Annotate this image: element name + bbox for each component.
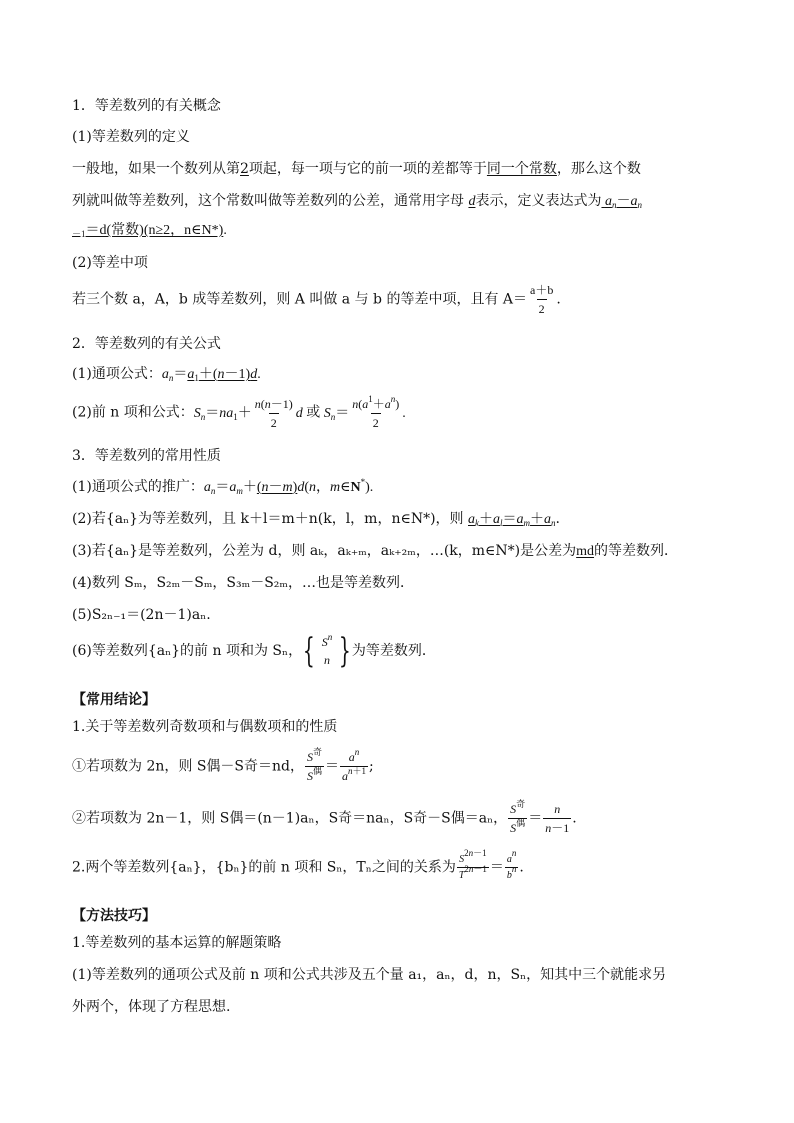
- text: (2)若{aₙ}为等差数列，且 k＋l＝m＋n(k，l，m，n∈N*)，则: [72, 511, 464, 527]
- formula: $S_n=na_1+$ $\frac{n(n-1)}{2}$ d: [193, 397, 303, 430]
- section-1-title: 1．等差数列的有关概念: [72, 98, 221, 114]
- underlined-term: 同一个常数: [486, 161, 557, 177]
- underlined-term: md: [576, 544, 595, 559]
- definition-line-2: [72, 191, 642, 212]
- definition-subtitle: (1)等差数列的定义: [72, 129, 190, 145]
- conclusion-heading: 【常用结论】: [72, 692, 156, 708]
- underlined-term: 2: [240, 161, 249, 177]
- fraction: $\frac{n}{n-1}$: [545, 802, 570, 835]
- method-heading: 【方法技巧】: [72, 908, 156, 924]
- definition-formula-b: $_{-1}$＝d(常数)(n≥2，n∈N*): [72, 223, 224, 239]
- formula: $a_n=a_1+(n-1)d$.: [161, 367, 261, 383]
- text: 表示，定义表达式为: [475, 193, 602, 209]
- sum-formula: [72, 396, 406, 431]
- text: 或: [306, 404, 321, 421]
- text: 的等差数列．: [594, 543, 679, 559]
- property-6: [72, 631, 436, 671]
- text: (6)等差数列{aₙ}的前 n 项和为 Sₙ，: [72, 643, 303, 659]
- general-term-formula: [72, 364, 261, 385]
- definition-line-1: [72, 159, 641, 179]
- method-1-line-2: 外两个，体现了方程思想.: [72, 999, 231, 1015]
- conclusion-1-title: 1.关于等差数列奇数项和与偶数项和的性质: [72, 719, 338, 735]
- conclusion-1a: ①若项数为 2n，则 S偶－S奇＝nd， $\frac{S^奇}{S^偶}$ ＝ $\frac{a^n}{a^{n+1}}$ ;: [72, 747, 374, 783]
- text: (1)通项公式的推广：: [72, 479, 204, 495]
- text: ①若项数为 2n，则 S偶－S奇＝nd，: [72, 758, 304, 775]
- fraction: $\frac{a^n}{b^n}$: [506, 848, 517, 881]
- property-3: [72, 541, 678, 562]
- text: (1)通项公式：: [72, 366, 162, 382]
- fraction: $\frac{S^{2n-1}}{T^{2n-1}}$: [458, 848, 487, 881]
- property-5: (5)S₂ₙ₋₁＝(2n－1)aₙ.: [72, 607, 211, 623]
- formula: $a_n=a_m+(n-m)d(n$，m∈N*).: [203, 477, 374, 496]
- fraction: $\frac{a^n}{a^{n+1}}$: [342, 747, 367, 783]
- formula: $a_k+a_l=a_m+a_n$: [468, 512, 556, 528]
- definition-formula-a: $a_n-a_n$: [604, 194, 642, 210]
- middle-term-line: 若三个数 a，A，b 成等差数列，则 A 叫做 a 与 b 的等差中项，且有 A＝ $\frac{a+b}{2}$ .: [72, 283, 561, 316]
- text: (2)前 n 项和公式：: [72, 404, 194, 421]
- left-brace: {: [302, 631, 315, 671]
- d-symbol: d: [468, 194, 476, 209]
- fraction: $\frac{S^奇}{S^偶}$: [306, 747, 322, 783]
- denominator: 2: [537, 299, 547, 317]
- definition-line-3: $_{-1}$＝d(常数)(n≥2，n∈N*).: [72, 223, 227, 239]
- text: ＝d(常数)(n≥2，n∈N*): [85, 223, 224, 238]
- text: 列就叫做等差数列，这个常数叫做等差数列的公差，通常用字母: [72, 193, 464, 209]
- text: ，那么这个数: [556, 161, 641, 177]
- middle-term-subtitle: (2)等差中项: [72, 255, 148, 271]
- property-4: (4)数列 Sₘ，S₂ₘ－Sₘ，S₃ₘ－S₂ₘ，…也是等差数列．: [72, 575, 415, 591]
- property-2: (2)若{aₙ}为等差数列，且 k＋l＝m＋n(k，l，m，n∈N*)，则 $a_k+a_l=a_m+a_n$.: [72, 511, 560, 528]
- text: 项起，每一项与它的前一项的差都等于: [248, 161, 487, 177]
- conclusion-2: 2.两个等差数列{aₙ}，{bₙ}的前 n 项和 Sₙ，Tₙ之间的关系为 $\frac{S^{2n-1}}{T^{2n-1}}$ ＝ $\frac{a^n}{b^n}$ .: [72, 848, 524, 881]
- text: 为等差数列．: [351, 643, 436, 659]
- fraction: $\frac{S^奇}{S^偶}$: [510, 799, 526, 835]
- method-1-line-1: (1)等差数列的通项公式及前 n 项和公式共涉及五个量 a₁，aₙ，d，n，Sₙ，知其中三个就能求另: [72, 967, 667, 983]
- text: 若三个数 a，A，b 成等差数列，则 A 叫做 a 与 b 的等差中项，且有 A＝: [72, 291, 527, 308]
- text: 一般地，如果一个数列从第: [72, 161, 240, 177]
- property-1: [72, 477, 373, 498]
- conclusion-1b: ②若项数为 2n－1，则 S偶＝(n－1)aₙ，S奇＝naₙ，S奇－S偶＝aₙ， $\frac{S^奇}{S^偶}$ ＝ $\frac{n}{n-1}$ .: [72, 799, 577, 835]
- fraction: $S^n$ n: [321, 632, 333, 667]
- right-brace: }: [339, 631, 351, 671]
- fraction: [528, 282, 555, 317]
- section-2-title: 2．等差数列的有关公式: [72, 336, 221, 352]
- text: ②若项数为 2n－1，则 S偶＝(n－1)aₙ，S奇＝naₙ，S奇－S偶＝aₙ，: [72, 810, 508, 827]
- section-3-title: 3．等差数列的常用性质: [72, 448, 221, 464]
- text: (3)若{aₙ}是等差数列，公差为 d，则 aₖ，aₖ₊ₘ，aₖ₊₂ₘ，…(k，m∈N*)是公差为: [72, 543, 577, 559]
- method-1-title: 1.等差数列的基本运算的解题策略: [72, 935, 282, 951]
- numerator: a＋b: [530, 283, 554, 297]
- formula: $S_n=$ $\frac{n(a^1+a^n)}{2}$ .: [323, 394, 406, 430]
- text: 2.两个等差数列{aₙ}，{bₙ}的前 n 项和 Sₙ，Tₙ之间的关系为: [72, 859, 456, 876]
